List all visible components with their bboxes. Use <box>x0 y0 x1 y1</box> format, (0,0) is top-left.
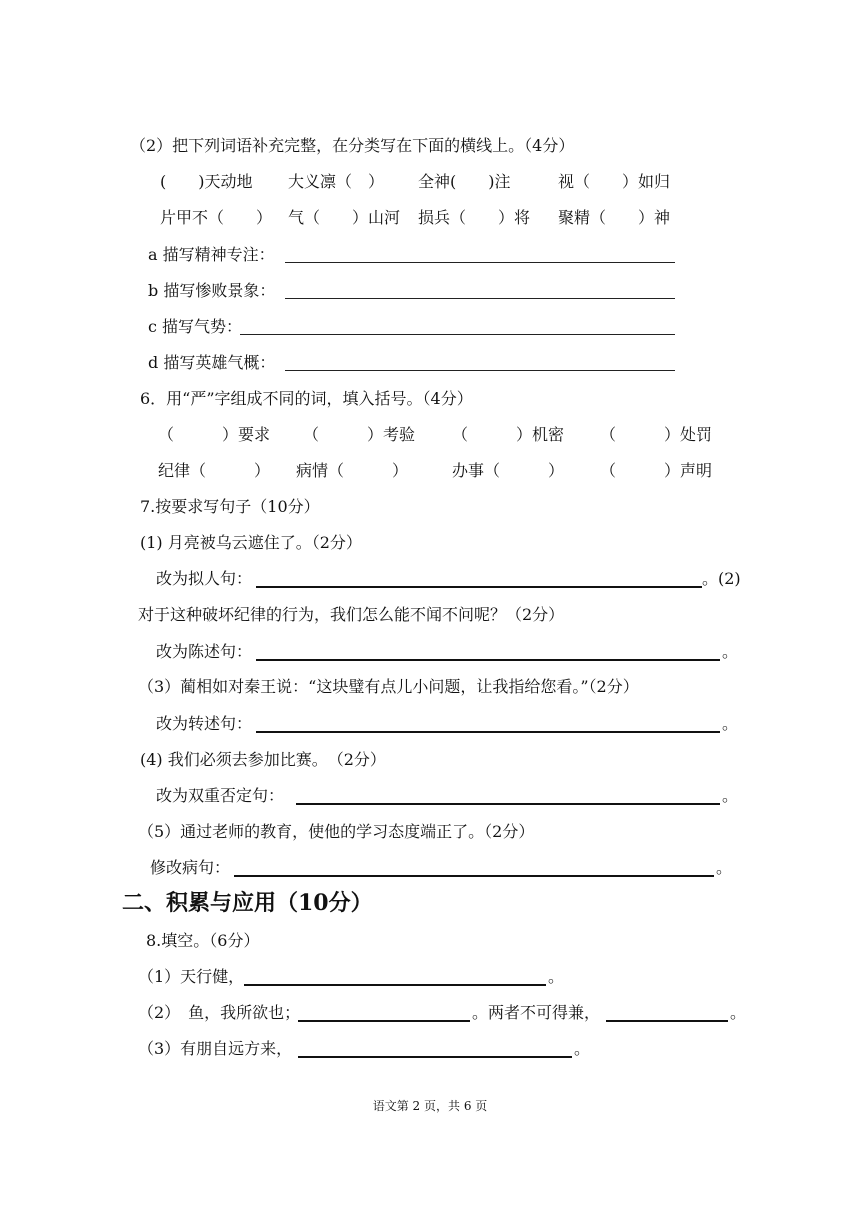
answer-line[interactable] <box>234 875 714 877</box>
q2-word: 全神( )注 <box>418 172 511 191</box>
q6-blank: 病情（ ） <box>296 461 409 480</box>
answer-line[interactable] <box>285 298 675 299</box>
category-label: d 描写英雄气概： <box>148 353 276 372</box>
answer-line[interactable] <box>240 334 675 335</box>
task-label: 修改病句： <box>150 858 231 877</box>
period: 。 <box>722 714 739 733</box>
answer-line[interactable] <box>256 731 720 733</box>
q2-prompt: （2）把下列词语补充完整，在分类写在下面的横线上。（4分） <box>130 136 575 155</box>
q7-prompt: 7.按要求写句子（10分） <box>140 497 320 516</box>
q2-word: 大义凛（ ） <box>288 172 385 191</box>
period: 。 <box>574 1039 591 1058</box>
trailing-text: 。(2) <box>702 569 741 588</box>
q7-sentence-5: （5）通过老师的教育，使他的学习态度端正了。（2分） <box>138 822 535 841</box>
q6-blank: （ ）考验 <box>303 425 416 444</box>
period: 。 <box>722 786 739 805</box>
task-label: 改为双重否定句： <box>156 786 285 805</box>
q7-sentence-4: (4) 我们必须去参加比赛。 （2分） <box>140 750 386 769</box>
answer-line[interactable] <box>256 659 720 661</box>
period: 。 <box>730 1003 747 1022</box>
fill-prompt: （2） 鱼，我所欲也； <box>138 1003 301 1022</box>
period: 。 <box>716 858 733 877</box>
answer-line[interactable] <box>298 1056 572 1058</box>
task-label: 改为拟人句： <box>156 569 253 588</box>
q2-word: 视（ ）如归 <box>558 172 671 191</box>
q6-blank: （ ）声明 <box>600 461 713 480</box>
q6-blank: （ ）处罚 <box>600 425 713 444</box>
q7-sentence-3: （3）蔺相如对秦王说：“这块璧有点儿小问题，让我指给您看。”（2分） <box>138 677 639 696</box>
answer-line[interactable] <box>244 984 546 986</box>
category-label: c 描写气势： <box>148 317 243 336</box>
q8-prompt: 8.填空。（6分） <box>146 931 260 950</box>
q6-blank: 办事（ ） <box>452 461 565 480</box>
fill-prompt: （1）天行健， <box>138 967 245 986</box>
fill-prompt: （3）有朋自远方来， <box>138 1039 293 1058</box>
page-footer: 语文第 2 页，共 6 页 <box>372 1099 488 1113</box>
q7-sentence-2: 对于这种破坏纪律的行为，我们怎么能不闻不问呢？（2分） <box>138 605 565 624</box>
period: 。 <box>548 967 565 986</box>
answer-line[interactable] <box>256 586 702 588</box>
task-label: 改为转述句： <box>156 714 253 733</box>
q7-sentence-1: (1) 月亮被乌云遮住了。（2分） <box>140 533 362 552</box>
q6-blank: （ ）机密 <box>452 425 565 444</box>
q6-blank: 纪律（ ） <box>158 461 271 480</box>
answer-line[interactable] <box>298 1020 470 1022</box>
q2-word: 聚精（ ）神 <box>558 208 671 227</box>
category-label: a 描写精神专注： <box>148 245 275 264</box>
q2-word: ( )天动地 <box>160 172 253 191</box>
category-label: b 描写惨败景象： <box>148 281 276 300</box>
answer-line[interactable] <box>285 370 675 371</box>
section-title: 二、积累与应用（10分） <box>122 890 373 916</box>
q2-word: 气（ ）山河 <box>288 208 401 227</box>
fill-prompt: 。两者不可得兼， <box>472 1003 601 1022</box>
q6-prompt: 6．用“严”字组成不同的词，填入括号。（4分） <box>140 389 473 408</box>
q2-word: 片甲不（ ） <box>160 208 273 227</box>
answer-line[interactable] <box>606 1020 728 1022</box>
answer-line[interactable] <box>285 262 675 263</box>
period: 。 <box>722 642 739 661</box>
q6-blank: （ ）要求 <box>158 425 271 444</box>
answer-line[interactable] <box>296 803 720 805</box>
q2-word: 损兵（ ）将 <box>418 208 531 227</box>
task-label: 改为陈述句： <box>156 642 253 661</box>
